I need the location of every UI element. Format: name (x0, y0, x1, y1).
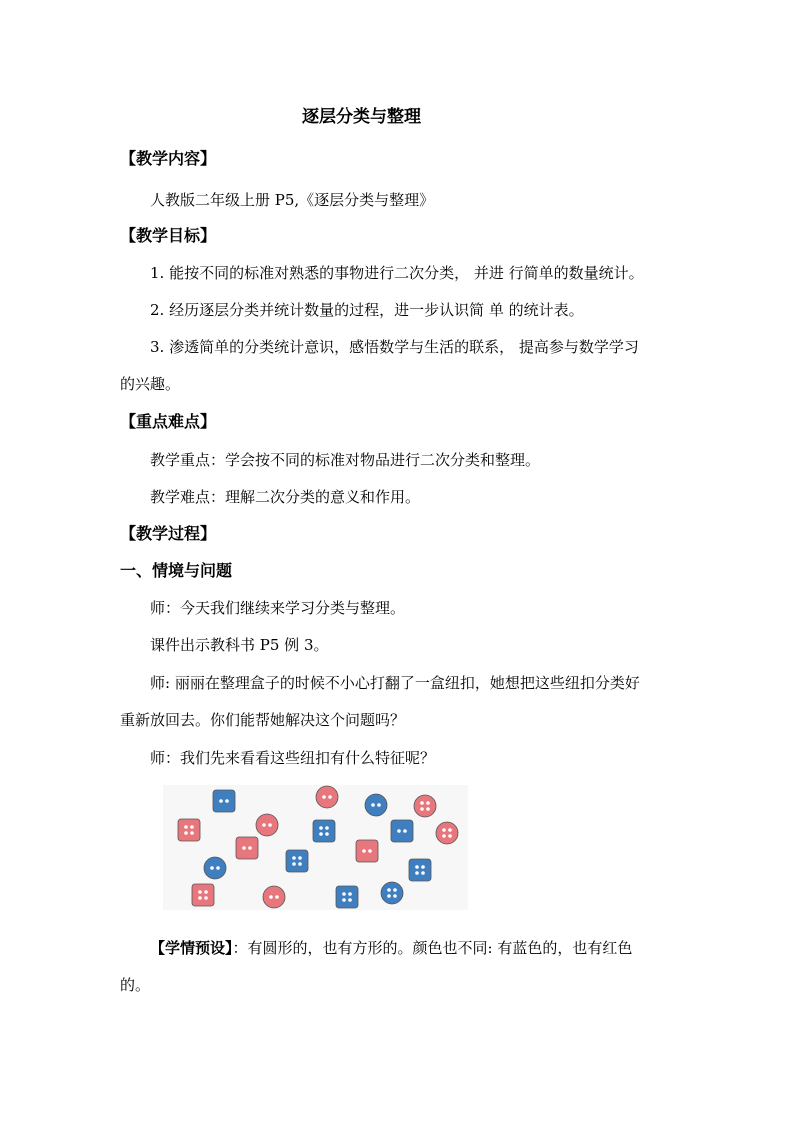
prediction-label: 【学情预设】 (150, 939, 233, 957)
circle-red-button-icon (414, 795, 436, 817)
square-red-button-icon (356, 840, 378, 862)
square-blue-button-icon (313, 820, 335, 842)
square-blue-button-icon (336, 886, 358, 908)
difficult-point: 教学难点：理解二次分类的意义和作用。 (150, 488, 421, 506)
circle-red-button-icon (263, 886, 285, 908)
circle-red-button-icon (256, 814, 278, 836)
paragraph-3-line-2: 重新放回去。你们能帮她解决这个问题吗？ (120, 711, 406, 729)
section-heading-key: 【重点难点】 (120, 412, 217, 431)
prediction-line-2: 的。 (120, 976, 151, 994)
prediction-paragraph (150, 938, 632, 958)
square-red-button-icon (236, 837, 258, 859)
goal-3-line-2: 的兴趣。 (120, 375, 181, 393)
square-blue-button-icon (213, 790, 235, 812)
section-heading-content: 【教学内容】 (120, 149, 217, 168)
square-blue-button-icon (286, 850, 308, 872)
square-red-button-icon (192, 884, 214, 906)
circle-blue-button-icon (381, 882, 403, 904)
key-point: 教学重点：学会按不同的标准对物品进行二次分类和整理。 (150, 451, 541, 469)
paragraph-1: 师：今天我们继续来学习分类与整理。 (150, 599, 406, 617)
section-heading-process: 【教学过程】 (120, 524, 217, 543)
paragraph-3-line-1: 师: 丽丽在整理盒子的时候不小心打翻了一盒纽扣，她想把这些纽扣分类好 (150, 674, 640, 692)
circle-blue-button-icon (365, 794, 387, 816)
circle-blue-button-icon (204, 857, 226, 879)
circle-red-button-icon (316, 786, 338, 808)
square-blue-button-icon (409, 859, 431, 881)
section-heading-goals: 【教学目标】 (120, 226, 217, 245)
goal-2: 2. 经历逐层分类并统计数量的过程，进一步认识简 单 的统计表。 (150, 301, 584, 319)
square-blue-button-icon (391, 820, 413, 842)
buttons-illustration (163, 785, 468, 910)
content-text: 人教版二年级上册 P5,《逐层分类与整理》 (150, 191, 435, 209)
subsection-heading: 一、情境与问题 (120, 561, 233, 580)
circle-red-button-icon (436, 822, 458, 844)
square-red-button-icon (178, 819, 200, 841)
document-title: 逐层分类与整理 (302, 107, 421, 127)
goal-3-line-1: 3. 渗透简单的分类统计意识，感悟数学与生活的联系， 提高参与数学学习 (150, 338, 639, 356)
paragraph-2: 课件出示教科书 P5 例 3。 (150, 636, 329, 654)
prediction-text: ：有圆形的，也有方形的。颜色也不同: 有蓝色的，也有红色 (232, 939, 633, 957)
goal-1: 1. 能按不同的标准对熟悉的事物进行二次分类， 并进 行简单的数量统计。 (150, 264, 644, 282)
paragraph-4: 师：我们先来看看这些纽扣有什么特征呢？ (150, 749, 436, 767)
